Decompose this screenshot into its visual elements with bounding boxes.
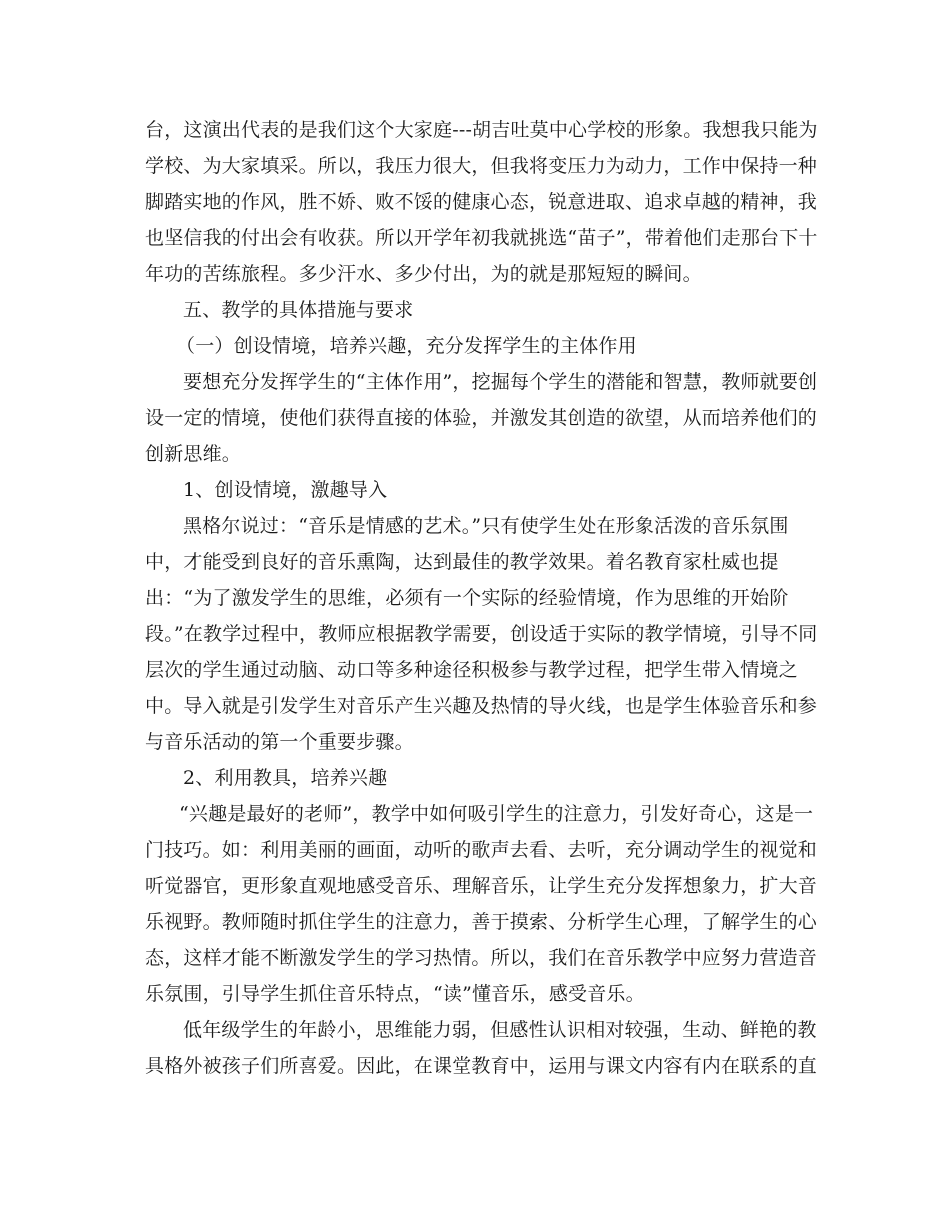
subsection-heading: （一）创设情境，培养兴趣，充分发挥学生的主体作用 <box>176 335 637 357</box>
paragraph-line: 出：“为了激发学生的思维，必须有一个实际的经验情境，作为思维的开始阶 <box>145 587 789 609</box>
paragraph-line: “兴趣是最好的老师”，教学中如何吸引学生的注意力，引发好奇心，这是一 <box>179 803 814 825</box>
paragraph-line: 具格外被孩子们所喜爱。因此，在课堂教育中，运用与课文内容有内在联系的直 <box>145 1055 818 1077</box>
item-heading: 1、创设情境，激趣导入 <box>183 479 388 501</box>
paragraph-line: 听觉器官，更形象直观地感受音乐、理解音乐，让学生充分发挥想象力，扩大音 <box>145 875 818 897</box>
paragraph-line: 与音乐活动的第一个重要步骤。 <box>145 731 414 753</box>
paragraph-line: 也坚信我的付出会有收获。所以开学年初我就挑选“苗子”，带着他们走那台下十 <box>145 227 818 249</box>
paragraph-line: 层次的学生通过动脑、动口等多种途径积极参与教学过程，把学生带入情境之 <box>145 659 798 681</box>
paragraph-line: 低年级学生的年龄小，思维能力弱，但感性认识相对较强，生动、鲜艳的教 <box>183 1019 817 1041</box>
paragraph-line: 中。导入就是引发学生对音乐产生兴趣及热情的导火线，也是学生体验音乐和参 <box>145 695 818 717</box>
paragraph-line: 台，这演出代表的是我们这个大家庭---胡吉吐莫中心学校的形象。我想我只能为 <box>145 119 818 141</box>
paragraph-line: 态，这样才能不断激发学生的学习热情。所以，我们在音乐教学中应努力营造音 <box>145 947 818 969</box>
paragraph-line: 设一定的情境，使他们获得直接的体验，并激发其创造的欲望，从而培养他们的 <box>145 407 818 429</box>
paragraph-line: 脚踏实地的作风，胜不娇、败不馁的健康心态，锐意进取、追求卓越的精神，我 <box>145 191 818 213</box>
paragraph-line: 年功的苦练旅程。多少汗水、多少付出，为的就是那短短的瞬间。 <box>145 263 702 285</box>
paragraph-line: 段。”在教学过程中，教师应根据教学需要，创设适于实际的教学情境，引导不同 <box>145 623 818 645</box>
paragraph-line: 门技巧。如：利用美丽的画面，动听的歌声去看、去听，充分调动学生的视觉和 <box>145 839 818 861</box>
paragraph-line: 学校、为大家填采。所以，我压力很大，但我将变压力为动力，工作中保持一种 <box>145 155 818 177</box>
item-heading: 2、利用教具，培养兴趣 <box>183 767 388 789</box>
section-heading: 五、教学的具体措施与要求 <box>183 299 414 321</box>
paragraph-line: 要想充分发挥学生的“主体作用”，挖掘每个学生的潜能和智慧，教师就要创 <box>183 371 818 393</box>
paragraph-line: 乐视野。教师随时抓住学生的注意力，善于摸索、分析学生心理，了解学生的心 <box>145 911 818 933</box>
paragraph-line: 中，才能受到良好的音乐熏陶，达到最佳的教学效果。着名教育家杜威也提 <box>145 551 779 573</box>
paragraph-line: 黑格尔说过：“音乐是情感的艺术。”只有使学生处在形象活泼的音乐氛围 <box>183 515 789 537</box>
paragraph-line: 创新思维。 <box>145 443 242 465</box>
paragraph-line: 乐氛围，引导学生抓住音乐特点，“读”懂音乐，感受音乐。 <box>145 983 645 1005</box>
